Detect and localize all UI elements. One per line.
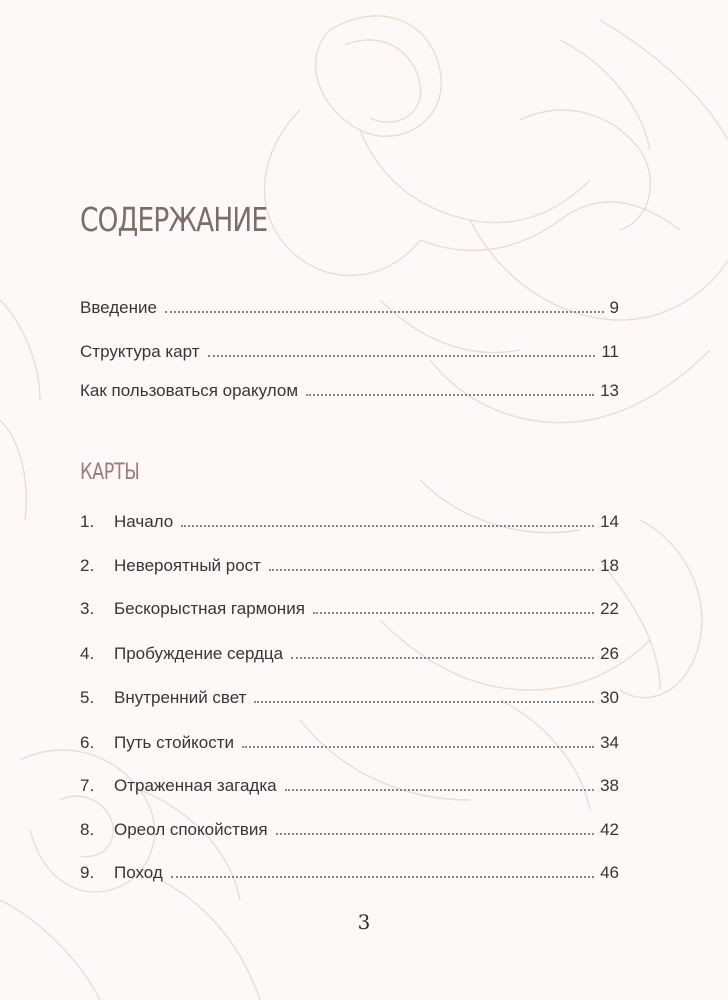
dot-leader (171, 875, 594, 878)
toc-entry-title: Бескорыстная гармония (114, 599, 305, 618)
toc-entry-card-7[interactable] (80, 772, 619, 796)
toc-entry-number: 1. (80, 512, 95, 531)
toc-entry-card-6[interactable] (80, 729, 619, 753)
dot-leader (254, 700, 594, 703)
toc-entry-title: Путь стойкости (114, 733, 234, 752)
toc-entry-number: 2. (80, 556, 95, 575)
toc-entry-title: Внутренний свет (114, 688, 247, 707)
dot-leader (181, 524, 594, 527)
toc-entry-page: 18 (600, 556, 619, 575)
toc-entry-page: 22 (600, 599, 619, 618)
toc-entry-title: Пробуждение сердца (114, 644, 284, 663)
toc-entry-page: 38 (600, 776, 619, 795)
toc-entry-page: 11 (601, 342, 619, 361)
toc-entry-intro[interactable] (80, 294, 619, 318)
toc-entry-card-9[interactable] (80, 859, 619, 883)
toc-entry-page: 26 (600, 644, 619, 663)
toc-entry-number: 5. (80, 688, 95, 707)
page-title: СОДЕРЖАНИЕ (80, 200, 268, 239)
toc-entry-how-to-use[interactable] (80, 377, 619, 401)
toc-entry-number: 4. (80, 644, 95, 663)
toc-entry-page: 9 (609, 298, 619, 317)
toc-entry-page: 14 (600, 512, 619, 531)
toc-entry-card-1[interactable] (80, 508, 619, 532)
toc-entry-card-4[interactable] (80, 640, 619, 664)
toc-entry-title: Отраженная загадка (114, 776, 277, 795)
section-title-cards: КАРТЫ (80, 460, 140, 485)
toc-entry-number: 6. (80, 733, 95, 752)
toc-entry-number: 9. (80, 863, 95, 882)
dot-leader (208, 354, 596, 357)
toc-entry-title: Структура карт (80, 342, 200, 361)
dot-leader (306, 393, 594, 396)
toc-entry-card-2[interactable] (80, 552, 619, 576)
dot-leader (269, 568, 594, 571)
dot-leader (276, 832, 594, 835)
toc-entry-card-5[interactable] (80, 684, 619, 708)
toc-entry-page: 13 (600, 381, 619, 400)
dot-leader (165, 310, 604, 313)
toc-entry-title: Ореол спокойствия (114, 820, 268, 839)
dot-leader (242, 745, 594, 748)
dot-leader (291, 656, 594, 659)
dot-leader (285, 788, 594, 791)
toc-entry-title: Введение (80, 298, 157, 317)
page-number: 3 (357, 910, 371, 934)
toc-entry-number: 3. (80, 599, 95, 618)
toc-entry-card-structure[interactable] (80, 338, 619, 362)
dot-leader (313, 611, 594, 614)
toc-entry-title: Как пользоваться оракулом (80, 381, 299, 400)
toc-entry-page: 42 (600, 820, 619, 839)
toc-entry-title: Поход (114, 863, 163, 882)
toc-entry-card-8[interactable] (80, 816, 619, 840)
toc-entry-page: 30 (600, 688, 619, 707)
toc-entry-title: Невероятный рост (114, 556, 261, 575)
toc-entry-page: 46 (600, 863, 619, 882)
toc-entry-page: 34 (600, 733, 619, 752)
toc-entry-number: 7. (80, 776, 95, 795)
toc-entry-title: Начало (114, 512, 174, 531)
toc-entry-card-3[interactable] (80, 595, 619, 619)
toc-entry-number: 8. (80, 820, 95, 839)
